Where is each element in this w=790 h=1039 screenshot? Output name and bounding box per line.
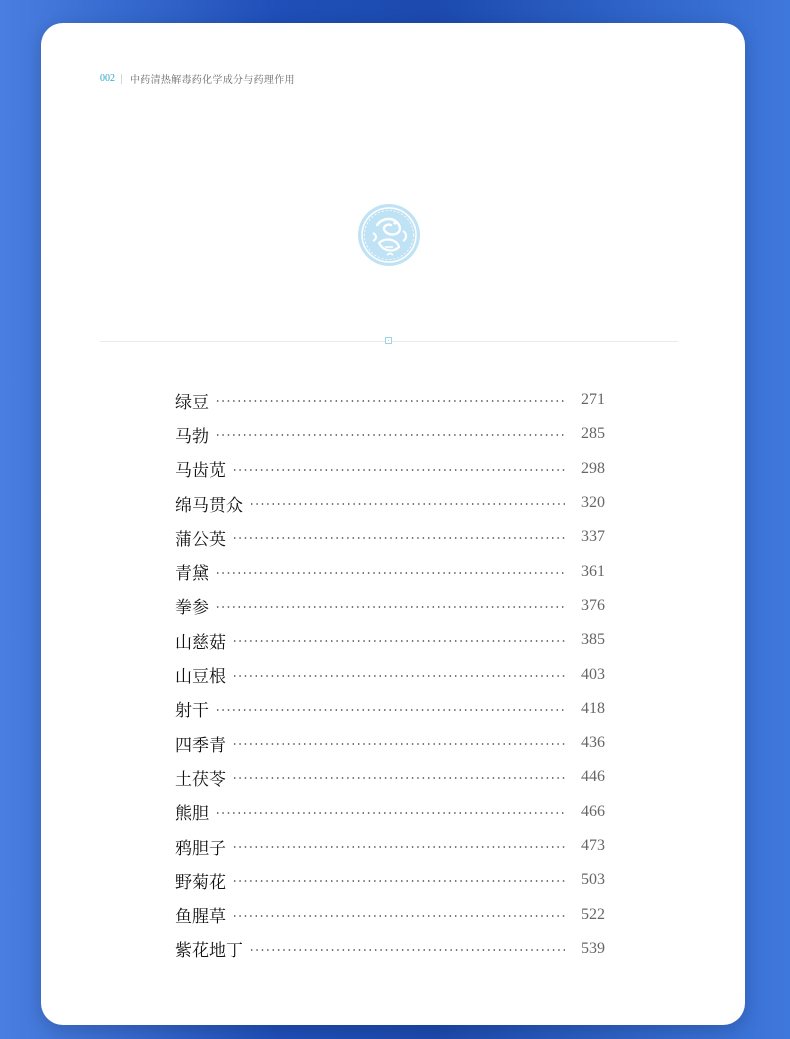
dot-leader bbox=[215, 606, 565, 608]
toc-entry-page: 271 bbox=[581, 391, 605, 409]
toc-entry[interactable] bbox=[175, 932, 605, 966]
page-number: 002 bbox=[100, 73, 115, 84]
toc-entry[interactable] bbox=[175, 486, 605, 520]
toc-entry-title: 熊胆 bbox=[175, 804, 209, 825]
toc-entry-page: 446 bbox=[581, 768, 605, 786]
toc-entry-page: 418 bbox=[581, 699, 605, 717]
toc-entry-page: 298 bbox=[581, 459, 605, 477]
toc-entry[interactable] bbox=[175, 554, 605, 588]
dot-leader bbox=[232, 915, 565, 917]
toc-entry-page: 376 bbox=[581, 596, 605, 614]
toc-entry-page: 385 bbox=[581, 631, 605, 649]
toc-entry-title: 蒲公英 bbox=[175, 529, 226, 550]
toc-entry-title: 土茯苓 bbox=[175, 769, 226, 790]
toc-entry-title: 拳参 bbox=[175, 598, 209, 619]
dot-leader bbox=[232, 743, 565, 745]
toc-entry[interactable] bbox=[175, 452, 605, 486]
dot-leader bbox=[232, 777, 565, 779]
toc-entry[interactable] bbox=[175, 726, 605, 760]
toc-entry-title: 马齿苋 bbox=[175, 461, 226, 482]
toc-entry-title: 马勃 bbox=[175, 426, 209, 447]
dot-leader bbox=[215, 400, 565, 402]
toc-entry[interactable] bbox=[175, 692, 605, 726]
toc-entry-page: 285 bbox=[581, 425, 605, 443]
toc-entry-page: 473 bbox=[581, 837, 605, 854]
toc-entry-page: 403 bbox=[581, 665, 605, 683]
dot-leader bbox=[232, 640, 565, 642]
dot-leader bbox=[232, 675, 565, 677]
book-page bbox=[41, 23, 745, 1025]
dot-leader bbox=[215, 572, 565, 574]
toc-entry-page: 539 bbox=[581, 939, 605, 957]
table-of-contents bbox=[175, 383, 605, 966]
dot-leader bbox=[215, 812, 565, 814]
dot-leader bbox=[232, 880, 565, 882]
dot-leader bbox=[249, 503, 565, 505]
toc-entry-title: 四季青 bbox=[175, 735, 226, 756]
toc-entry-page: 436 bbox=[581, 734, 605, 752]
toc-entry[interactable] bbox=[175, 520, 605, 554]
toc-entry[interactable] bbox=[175, 623, 605, 657]
toc-entry[interactable] bbox=[175, 589, 605, 623]
toc-entry-page: 466 bbox=[581, 802, 605, 820]
header-divider bbox=[121, 74, 122, 84]
toc-entry-title: 绿豆 bbox=[175, 392, 209, 413]
toc-entry[interactable] bbox=[175, 383, 605, 417]
dragon-medallion-icon bbox=[357, 203, 421, 267]
toc-entry-page: 337 bbox=[581, 528, 605, 546]
toc-entry-title: 野菊花 bbox=[175, 872, 226, 893]
dot-leader bbox=[249, 949, 565, 951]
running-head bbox=[100, 71, 295, 86]
toc-entry-title: 紫花地丁 bbox=[175, 941, 243, 962]
toc-entry-title: 鱼腥草 bbox=[175, 907, 226, 928]
dot-leader bbox=[215, 709, 565, 711]
toc-entry-page: 503 bbox=[581, 871, 605, 889]
toc-entry[interactable] bbox=[175, 760, 605, 794]
toc-entry-title: 绵马贯众 bbox=[175, 495, 243, 516]
dot-leader bbox=[232, 846, 565, 848]
toc-entry-title: 山豆根 bbox=[175, 667, 226, 688]
toc-entry-title: 射干 bbox=[175, 701, 209, 722]
toc-entry-page: 320 bbox=[581, 494, 605, 512]
dot-leader bbox=[215, 434, 565, 436]
toc-entry-title: 山慈菇 bbox=[175, 632, 226, 653]
divider-ornament bbox=[385, 337, 392, 344]
dot-leader bbox=[232, 537, 565, 539]
toc-entry[interactable] bbox=[175, 829, 605, 863]
toc-entry-page: 522 bbox=[581, 905, 605, 923]
toc-entry[interactable] bbox=[175, 657, 605, 691]
toc-entry[interactable] bbox=[175, 795, 605, 829]
toc-entry-title: 鸦胆子 bbox=[175, 838, 226, 859]
toc-entry-page: 361 bbox=[581, 562, 605, 580]
toc-entry[interactable] bbox=[175, 863, 605, 897]
toc-entry[interactable] bbox=[175, 897, 605, 931]
toc-entry[interactable] bbox=[175, 417, 605, 451]
book-title: 中药清热解毒药化学成分与药理作用 bbox=[130, 75, 295, 86]
dot-leader bbox=[232, 469, 565, 471]
toc-entry-title: 青黛 bbox=[175, 564, 209, 585]
